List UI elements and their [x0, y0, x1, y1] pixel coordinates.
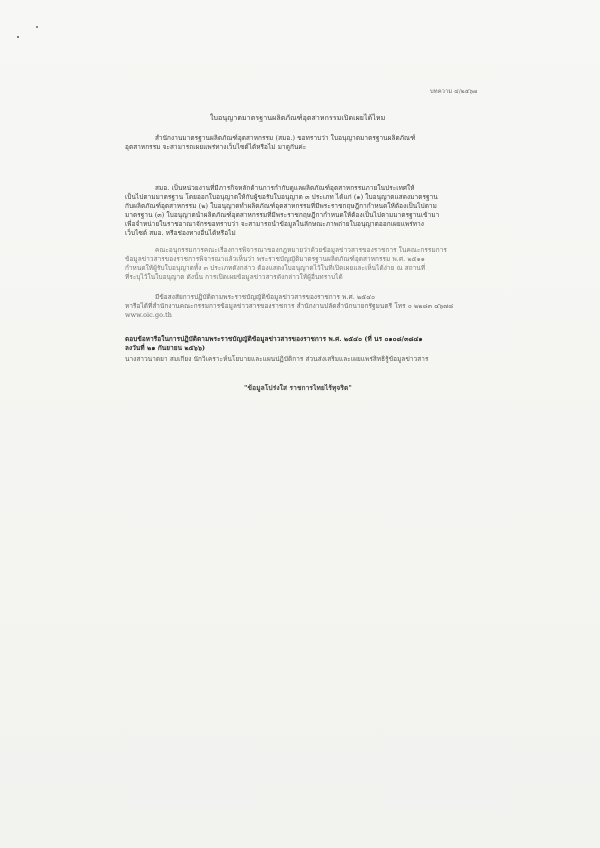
document-title: ใบอนุญาตมาตรฐานผลิตภัณฑ์อุตสาหกรรมเปิดเผยได้ไหม — [210, 114, 386, 122]
paragraph-line: สมอ. เป็นหน่วยงานที่มีภารกิจหลักด้านการกำกับดูแลผลิตภัณฑ์อุตสาหกรรมภายในประเทศให้ — [155, 184, 415, 192]
reference-date: ลงวันที่ ๒๑ กันยายน ๒๕๖๖) — [125, 344, 206, 352]
paragraph-line: หารือได้ที่สำนักงานคณะกรรมการข้อมูลข่าวสารของราชการ สำนักงานปลัดสำนักนายกรัฐมนตรี โทร ๐ ๒๒๘๓ ๔๖๗๘ — [125, 302, 454, 310]
paragraph-intro — [125, 134, 485, 152]
paragraph-line: เป็นไปตามมาตรฐาน โดยออกใบอนุญาตให้กับผู้ขอรับใบอนุญาต ๓ ประเภท ได้แก่ (๑) ใบอนุญาตแสดงมาตรฐาน — [125, 193, 438, 201]
paragraph-line: กับผลิตภัณฑ์อุตสาหกรรม (๒) ใบอนุญาตทำผลิตภัณฑ์อุตสาหกรรมที่มีพระราชกฤษฎีกากำหนดให้ต้องเป็นไปตาม — [125, 202, 437, 210]
paragraph-line: ที่ระบุไว้ในใบอนุญาต ดังนั้น การเปิดเผยข้อมูลข่าวสารดังกล่าวให้ผู้อื่นทราบได้ — [125, 273, 343, 281]
reference-citation: ตอบข้อหารือในการปฏิบัติตามพระราชบัญญัติข้อมูลข่าวสารของราชการ พ.ศ. ๒๕๔๐ (ที่ นร ๐๑๐๘/๓๘๔๑ — [125, 335, 423, 343]
paragraph-line: ข้อมูลข่าวสารของราชการพิจารณาแล้วเห็นว่า พระราชบัญญัติมาตรฐานผลิตภัณฑ์อุตสาหกรรม พ.ศ. ๒๕๑๑ — [125, 255, 425, 263]
paragraph-line: เพื่อจำหน่ายในราชอาณาจักรขอทราบว่า จะสามารถนำข้อมูลในลักษณะภาพถ่ายใบอนุญาตออกเผยแพร่ทาง — [125, 220, 425, 228]
slogan: "ข้อมูลโปร่งใส ราชการไทยไร้ทุจริต" — [244, 384, 352, 392]
article-reference: บทความ ๔/๒๕๖๗ — [430, 89, 478, 95]
paragraph-decision — [125, 246, 485, 282]
paragraph-line: คณะอนุกรรมการคณะเรื่องการพิจารณาของกฎหมายว่าด้วยข้อมูลข่าวสารของราชการ ในคณะกรรมการ — [155, 246, 447, 254]
website-link[interactable]: www.oic.go.th — [125, 311, 173, 319]
paragraph-line: มีข้อสงสัยการปฏิบัติตามพระราชบัญญัติข้อมูลข่าวสารของราชการ พ.ศ. ๒๕๔๐ — [155, 293, 376, 301]
paragraph-line: กำหนดให้ผู้รับใบอนุญาตทั้ง ๓ ประเภทดังกล่าว ต้องแสดงใบอนุญาตไว้ในที่เปิดเผยและเห็นได้ง่าย ณ สถานที่ — [125, 264, 426, 272]
author-line: นางสาวนาตยา สมเกียง นักวิเคราะห์นโยบายและแผนปฏิบัติการ ส่วนส่งเสริมและเผยแพร่สิทธิรู้ข้อมูลข่าวสาร — [125, 355, 429, 363]
paragraph-contact — [125, 293, 485, 320]
paragraph-line: สำนักงานมาตรฐานผลิตภัณฑ์อุตสาหกรรม (สมอ.) ขอทราบว่า ใบอนุญาตมาตรฐานผลิตภัณฑ์ — [155, 134, 416, 142]
paragraph-line: มาตรฐาน (๓) ใบอนุญาตนำผลิตภัณฑ์อุตสาหกรรมที่มีพระราชกฤษฎีกากำหนดให้ต้องเป็นไปตามมาตรฐานเข้ามา — [125, 211, 440, 219]
paragraph-background — [125, 184, 485, 238]
paragraph-line: เว็บไซต์ สมอ. หรือช่องทางอื่นได้หรือไม่ — [125, 229, 236, 237]
scan-speck — [36, 26, 38, 28]
paragraph-line: อุตสาหกรรม จะสามารถเผยแพร่ทางเว็บไซต์ได้หรือไม่ มาดูกันค่ะ — [125, 143, 307, 151]
scan-speck — [17, 36, 19, 38]
